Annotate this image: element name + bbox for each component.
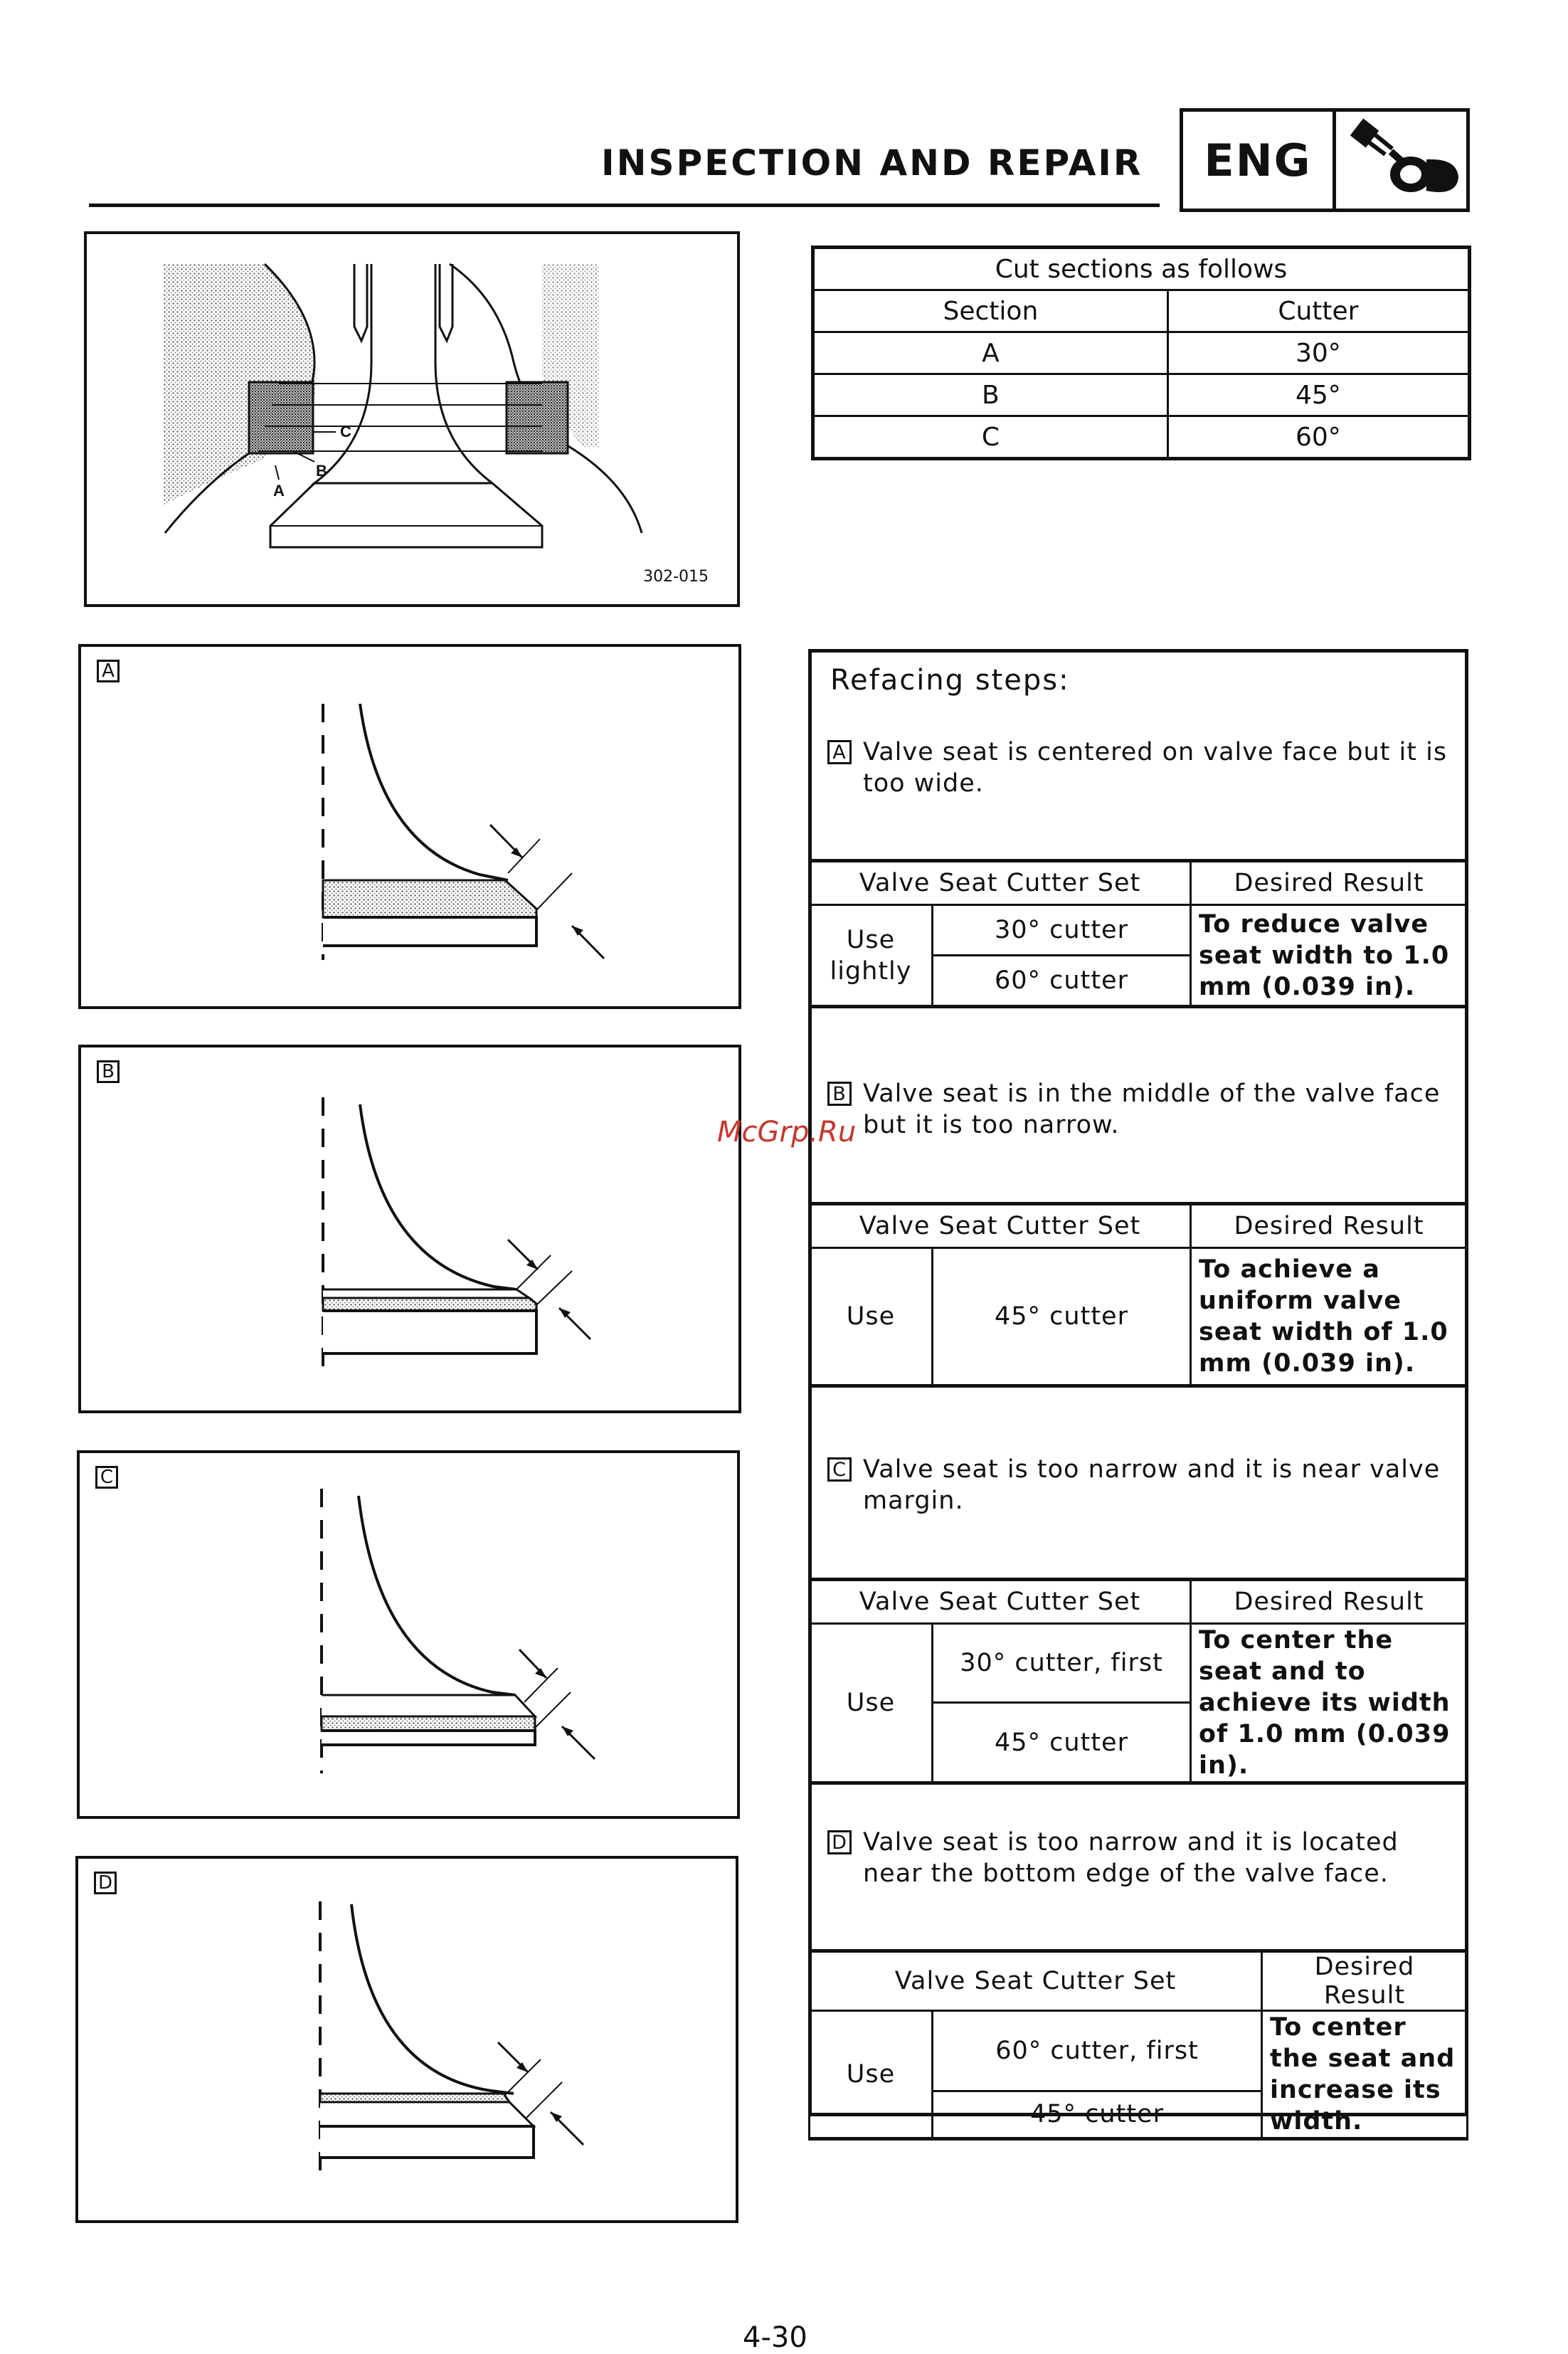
col-cutter-set: Valve Seat Cutter Set — [810, 1204, 1191, 1248]
figure-tag-d: D — [94, 1872, 117, 1894]
cut-table-title: Cut sections as follows — [813, 248, 1470, 290]
use-label: Use — [810, 1624, 933, 1783]
figure-id: 302-015 — [643, 568, 709, 586]
refacing-title: Refacing steps: — [830, 664, 1070, 697]
cutter-item: 60° cutter — [933, 956, 1191, 1007]
step-b-description — [827, 1078, 1453, 1141]
step-c-table — [808, 1578, 1468, 1785]
row-cutter: 30° — [1167, 332, 1469, 374]
cut-sections-table — [811, 246, 1471, 460]
col-desired-result: Desired Result — [1262, 1951, 1468, 2011]
col-cutter-set: Valve Seat Cutter Set — [810, 1580, 1191, 1624]
cutter-item: 45° cutter — [933, 1248, 1191, 1386]
cutter-item: 60° cutter, first — [933, 2011, 1262, 2091]
table-row — [813, 416, 1470, 459]
valve-figure-c — [77, 1450, 740, 1819]
desired-result: To achieve a uniform valve seat width of 1.0 mm (0.039 in). — [1191, 1248, 1468, 1386]
use-label: Use — [810, 1248, 933, 1386]
cutter-item: 30° cutter, first — [933, 1624, 1191, 1703]
row-section: B — [813, 374, 1168, 416]
figure-tag-b: B — [97, 1060, 120, 1083]
step-text: Valve seat is too narrow and it is located near the bottom edge of the valve face. — [863, 1828, 1399, 1888]
cutter-item: 30° cutter — [933, 905, 1191, 956]
step-a-description — [827, 737, 1453, 799]
callout-a: A — [273, 482, 285, 500]
desired-result: To center the seat and to achieve its width of 1.0 mm (0.039 in). — [1191, 1624, 1468, 1783]
watermark: McGrp.Ru — [717, 1116, 857, 1149]
cutter-item: 45° cutter — [933, 1703, 1191, 1783]
col-desired-result: Desired Result — [1191, 861, 1468, 905]
col-cutter: Cutter — [1167, 290, 1469, 332]
step-tag-a: A — [827, 740, 852, 764]
section-tag: ENG — [1183, 112, 1336, 209]
table-row — [813, 332, 1470, 374]
row-section: A — [813, 332, 1168, 374]
step-a-table — [808, 859, 1468, 1008]
step-text: Valve seat is centered on valve face but it is too wide. — [863, 738, 1448, 798]
callout-b: B — [316, 462, 327, 480]
col-section: Section — [813, 290, 1168, 332]
step-tag-b: B — [827, 1082, 852, 1106]
cutter-item: 45° cutter — [933, 2091, 1262, 2138]
figure-tag-a: A — [97, 660, 120, 682]
valve-figure-d — [75, 1856, 738, 2223]
figure-tag-c: C — [95, 1466, 118, 1489]
page-number: 4-30 — [743, 2321, 807, 2354]
step-tag-c: C — [827, 1457, 852, 1482]
refacing-steps-panel — [808, 649, 1468, 2136]
col-cutter-set: Valve Seat Cutter Set — [810, 1951, 1262, 2011]
step-text: Valve seat is too narrow and it is near valve margin. — [863, 1455, 1441, 1515]
callout-c: C — [340, 423, 351, 440]
col-cutter-set: Valve Seat Cutter Set — [810, 861, 1191, 905]
step-d-description — [827, 1827, 1453, 1889]
col-desired-result: Desired Result — [1191, 1204, 1468, 1248]
section-tab — [1180, 108, 1470, 212]
desired-result: To reduce valve seat width to 1.0 mm (0.039 in). — [1191, 905, 1468, 1007]
table-row — [813, 374, 1470, 416]
page-title: INSPECTION AND REPAIR — [601, 142, 1143, 184]
engine-valve-icon — [1336, 112, 1466, 209]
use-label: Use — [810, 2011, 933, 2139]
valve-seat-section-figure — [84, 231, 740, 607]
col-desired-result: Desired Result — [1191, 1580, 1468, 1624]
step-text: Valve seat is in the middle of the valve face but it is too narrow. — [863, 1080, 1441, 1139]
step-c-description — [827, 1454, 1453, 1516]
row-cutter: 60° — [1167, 416, 1469, 459]
valve-figure-a — [78, 644, 741, 1009]
row-cutter: 45° — [1167, 374, 1469, 416]
row-section: C — [813, 416, 1168, 459]
valve-figure-b — [78, 1045, 741, 1413]
step-b-table — [808, 1202, 1468, 1388]
use-label: Use lightly — [810, 905, 933, 1007]
step-d-table — [808, 1949, 1468, 2141]
header-rule — [89, 204, 1160, 207]
step-tag-d: D — [827, 1830, 852, 1854]
desired-result: To center the seat and increase its width. — [1262, 2011, 1468, 2139]
